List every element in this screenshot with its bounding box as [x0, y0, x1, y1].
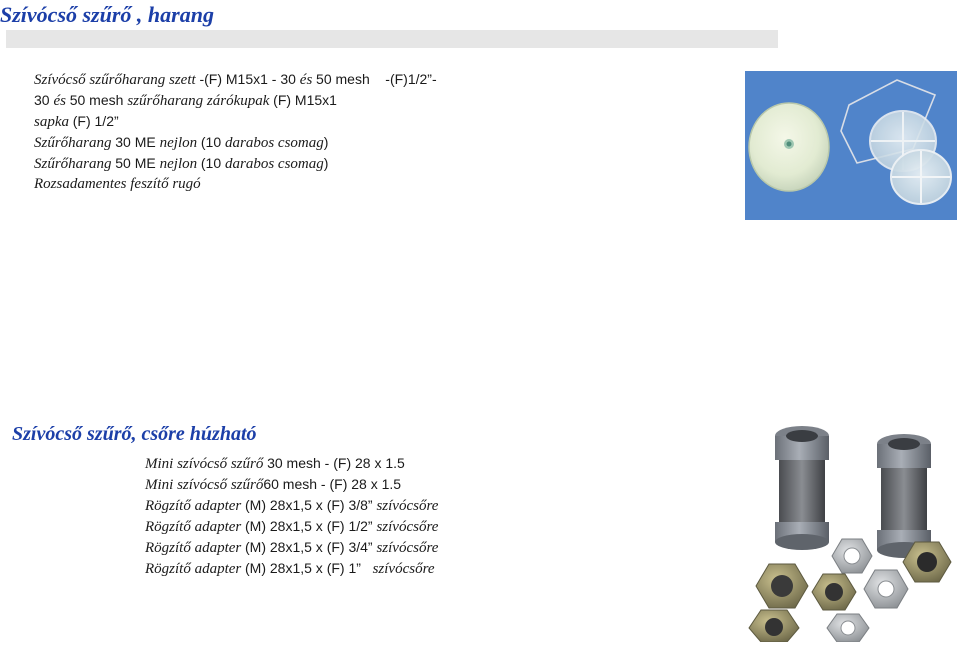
- section1-text-segment: és: [299, 72, 317, 88]
- section2-title: Szívócső szűrő, csőre húzható: [12, 423, 257, 445]
- section2-text-segment: Rögzítő adapter: [145, 561, 245, 577]
- section1-line: [34, 174, 437, 195]
- section1-text-segment: 30 ME: [115, 134, 160, 150]
- section2-text-segment: Rögzítő adapter: [145, 540, 245, 556]
- page-title: Szívócső szűrő , harang: [0, 2, 214, 27]
- section2-text-segment: szívócsőre: [372, 561, 435, 577]
- section1-text-segment: nejlon: [159, 156, 201, 172]
- section1-text-segment: szűrőharang zárókupak: [127, 93, 274, 109]
- section1-text-segment: nejlon: [159, 135, 201, 151]
- section2-text-segment: 30 mesh - (F) 28 x 1.5: [267, 455, 405, 471]
- section1-text-segment: Szűrőharang: [34, 135, 116, 151]
- section2-line: [145, 495, 438, 516]
- section2-text-segment: (M) 28x1,5 x (F) 3/4”: [245, 539, 377, 555]
- section1-line: [34, 153, 437, 174]
- section2-line: [145, 453, 438, 474]
- section1-text-segment: -(F) M15x1 - 30: [199, 71, 300, 87]
- header-divider-bar: [6, 30, 778, 48]
- section1-text-segment: 50 ME: [115, 155, 160, 171]
- section1-text-segment: és: [53, 93, 70, 109]
- section1-line: [34, 90, 437, 111]
- section1-text-segment: (F) 1/2”: [72, 113, 119, 129]
- section2-line: [145, 537, 438, 558]
- section2-text-segment: Rögzítő adapter: [145, 498, 245, 514]
- section1-text-segment: darabos csomag: [225, 156, 324, 172]
- mini-strainer-image: [747, 414, 959, 642]
- section2-text-segment: szívócsőre: [376, 519, 439, 535]
- section1-text-segment: 50 mesh: [69, 92, 128, 108]
- section1-text-segment: ): [323, 155, 329, 171]
- section2-text-segment: szívócsőre: [376, 498, 439, 514]
- section1-text-segment: (10: [200, 155, 225, 171]
- section1-text-segment: Rozsadamentes feszítő rugó: [34, 176, 201, 192]
- section1-text: [34, 69, 437, 195]
- section2-line: [145, 474, 438, 495]
- section2-text-segment: 60 mesh - (F) 28 x 1.5: [263, 476, 402, 492]
- mini-strainer-and-adapters-photo: [747, 414, 959, 642]
- section2-text: [145, 453, 438, 579]
- section2-text-segment: szívócsőre: [376, 540, 439, 556]
- section2-text-segment: (M) 28x1,5 x (F) 1/2”: [245, 518, 377, 534]
- section2-text-segment: Rögzítő adapter: [145, 519, 245, 535]
- filter-bell-set-image: [745, 71, 957, 220]
- section1-text-segment: darabos csomag: [225, 135, 324, 151]
- section2-text-segment: (M) 28x1,5 x (F) 3/8”: [245, 497, 377, 513]
- section1-text-segment: sapka: [34, 114, 73, 130]
- section2-text-segment: Mini szívócső szűrő: [145, 477, 264, 493]
- section1-text-segment: 30: [34, 92, 54, 108]
- section1-line: [34, 69, 437, 90]
- section1-line: [34, 111, 437, 132]
- section1-text-segment: (F) M15x1: [273, 92, 337, 108]
- section1-text-segment: ): [323, 134, 329, 150]
- section2-text-segment: Mini szívócső szűrő: [145, 456, 268, 472]
- section1-text-segment: (10: [200, 134, 225, 150]
- section2-line: [145, 516, 438, 537]
- section1-text-segment: 50 mesh -(F)1/2”-: [316, 71, 437, 87]
- section2-line: [145, 558, 438, 579]
- section2-text-segment: (M) 28x1,5 x (F) 1”: [245, 560, 373, 576]
- section1-line: [34, 132, 437, 153]
- section1-text-segment: Szűrőharang: [34, 156, 116, 172]
- filter-bell-set-photo: [745, 71, 957, 220]
- section1-text-segment: Szívócső szűrőharang szett: [34, 72, 200, 88]
